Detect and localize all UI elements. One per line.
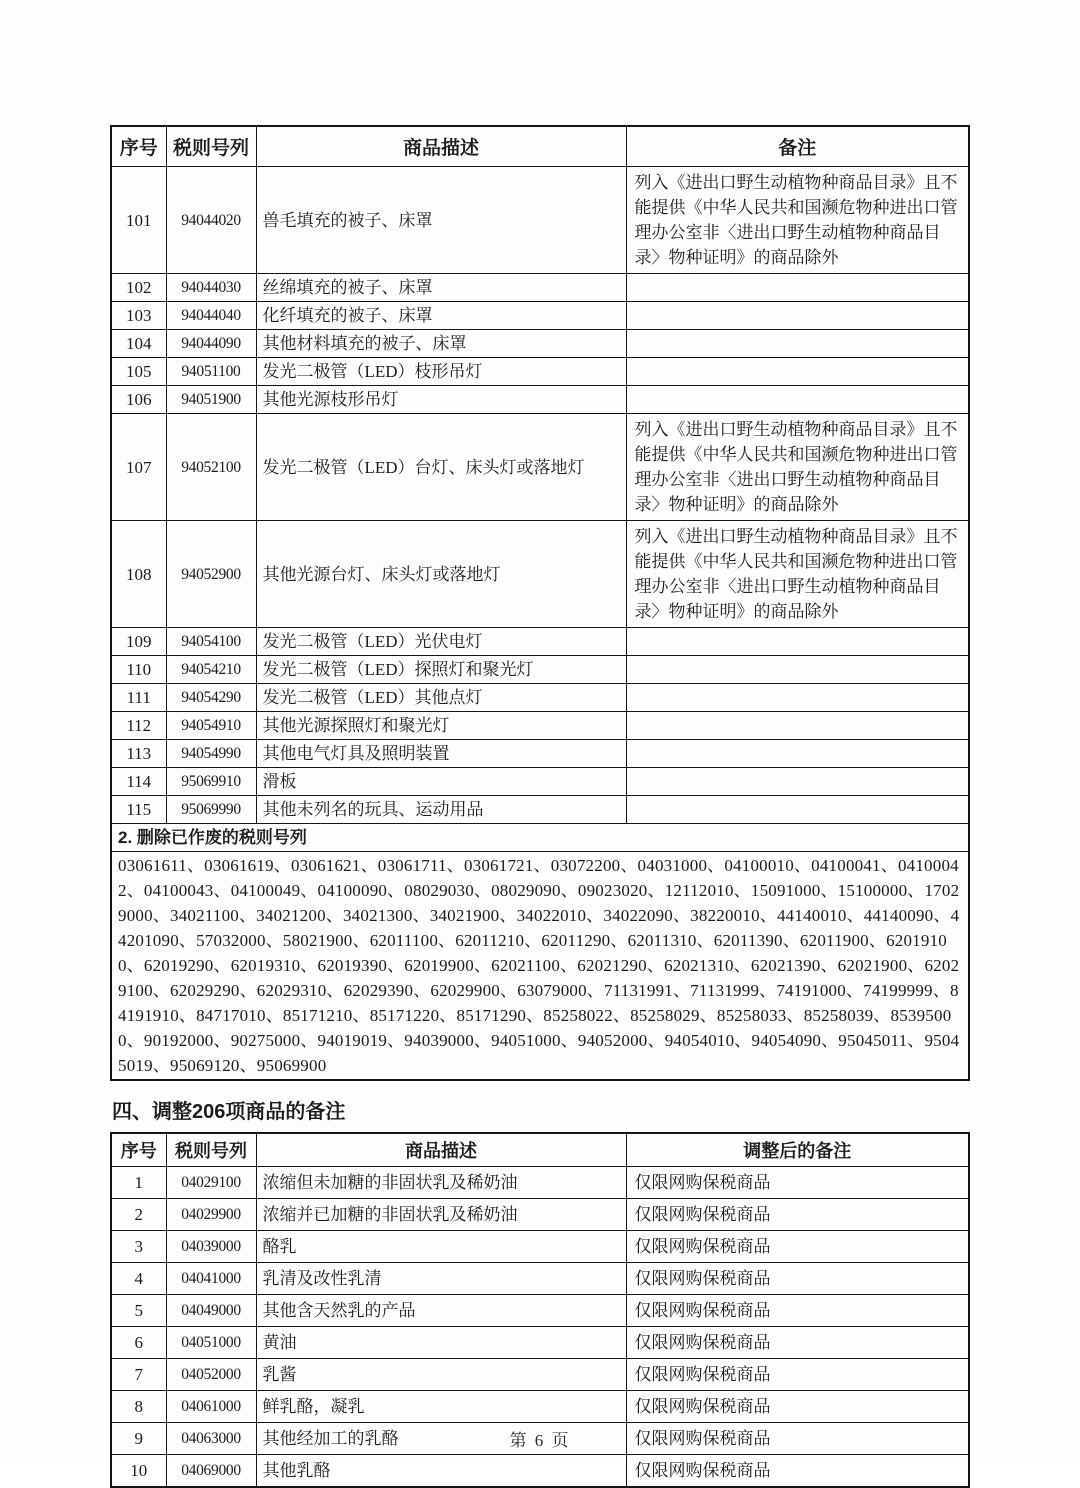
table-row (111, 796, 969, 824)
table-row (111, 712, 969, 740)
cell-remark (626, 274, 969, 302)
cell-description: 丝绵填充的被子、床罩 (256, 274, 626, 302)
cell-remark (626, 330, 969, 358)
table-row (111, 274, 969, 302)
cell-description: 其他材料填充的被子、床罩 (256, 330, 626, 358)
cell-tariff-code: 04049000 (166, 1295, 256, 1327)
cell-serial: 115 (111, 796, 166, 824)
table-row (111, 302, 969, 330)
col-header-description: 商品描述 (256, 1133, 626, 1167)
cell-tariff-code: 95069910 (166, 768, 256, 796)
table-row (111, 167, 969, 274)
table-row (111, 1199, 969, 1231)
col-header-serial: 序号 (111, 126, 166, 167)
cell-remark (626, 628, 969, 656)
cell-serial: 10 (111, 1455, 166, 1488)
cell-serial: 106 (111, 386, 166, 414)
table-row (111, 1455, 969, 1488)
col-header-tariff-code: 税则号列 (166, 126, 256, 167)
cell-adjusted-remark: 仅限网购保税商品 (626, 1199, 969, 1231)
cell-tariff-code: 94044030 (166, 274, 256, 302)
cell-remark: 列入《进出口野生动植物种商品目录》且不能提供《中华人民共和国濒危物种进出口管理办公室非〈进出口野生动植物种商品目录〉物种证明》的商品除外 (626, 167, 969, 274)
col-header-serial: 序号 (111, 1133, 166, 1167)
cell-tariff-code: 04041000 (166, 1263, 256, 1295)
cell-serial: 114 (111, 768, 166, 796)
tariff-additions-table-header (111, 126, 969, 167)
document-content (110, 125, 968, 1488)
cell-description: 黄油 (256, 1327, 626, 1359)
cell-tariff-code: 94044090 (166, 330, 256, 358)
cell-remark (626, 358, 969, 386)
table-row (111, 740, 969, 768)
cell-adjusted-remark: 仅限网购保税商品 (626, 1391, 969, 1423)
cell-tariff-code: 94052100 (166, 414, 256, 521)
cell-adjusted-remark: 仅限网购保税商品 (626, 1359, 969, 1391)
cell-serial: 7 (111, 1359, 166, 1391)
cell-description: 酪乳 (256, 1231, 626, 1263)
cell-tariff-code: 95069990 (166, 796, 256, 824)
cell-tariff-code: 04051000 (166, 1327, 256, 1359)
cell-tariff-code: 94054100 (166, 628, 256, 656)
table-row (111, 414, 969, 521)
cell-tariff-code: 04039000 (166, 1231, 256, 1263)
cell-tariff-code: 94054290 (166, 684, 256, 712)
cell-description: 乳清及改性乳清 (256, 1263, 626, 1295)
cell-adjusted-remark: 仅限网购保税商品 (626, 1327, 969, 1359)
cell-remark (626, 386, 969, 414)
cell-serial: 6 (111, 1327, 166, 1359)
cell-serial: 110 (111, 656, 166, 684)
cell-tariff-code: 04061000 (166, 1391, 256, 1423)
cell-remark (626, 684, 969, 712)
table-row (111, 330, 969, 358)
cell-tariff-code: 04029900 (166, 1199, 256, 1231)
cell-description: 其他未列名的玩具、运动用品 (256, 796, 626, 824)
cell-description: 发光二极管（LED）枝形吊灯 (256, 358, 626, 386)
cell-description: 其他光源探照灯和聚光灯 (256, 712, 626, 740)
table-row (111, 768, 969, 796)
cell-description: 兽毛填充的被子、床罩 (256, 167, 626, 274)
section4-title: 四、调整206项商品的备注 (112, 1101, 346, 1123)
cell-serial: 111 (111, 684, 166, 712)
cell-remark: 列入《进出口野生动植物种商品目录》且不能提供《中华人民共和国濒危物种进出口管理办公室非〈进出口野生动植物种商品目录〉物种证明》的商品除外 (626, 414, 969, 521)
cell-description: 发光二极管（LED）光伏电灯 (256, 628, 626, 656)
cell-tariff-code: 04063000 (166, 1423, 256, 1455)
cell-serial: 113 (111, 740, 166, 768)
cell-adjusted-remark: 仅限网购保税商品 (626, 1231, 969, 1263)
cell-description: 滑板 (256, 768, 626, 796)
cell-serial: 112 (111, 712, 166, 740)
cell-description: 发光二极管（LED）探照灯和聚光灯 (256, 656, 626, 684)
cell-description: 浓缩但未加糖的非固状乳及稀奶油 (256, 1167, 626, 1199)
deleted-codes-list: 03061611、03061619、03061621、03061711、03061721、03072200、04031000、04100010、04100041、04100042、04100043、04100049、04100090、08029030、08029090、09023020、12112010、15091000、15100000、17029000、34021100、34021200、34021300、34021900、34022010、34022090、38220010、44140010、44140090、44201090、57032000、58021900、62011100、62011210、62011290、62011310、62011390、62011900、62019100、62019290、62019310、62019390、62019900、62021100、62021290、62021310、62021390、62021900、62029100、62029290、62029310、62029390、62029900、63079000、71131991、71131999、74191000、74199999、84191910、84717010、85171210、85171220、85171290、85258022、85258029、85258033、85258039、85395000、90192000、90275000、94019019、94039000、94051000、94052000、94054010、94054090、95045011、95045019、95069120、95069900 (111, 852, 969, 1081)
cell-serial: 107 (111, 414, 166, 521)
cell-tariff-code: 94044040 (166, 302, 256, 330)
cell-serial: 8 (111, 1391, 166, 1423)
tariff-additions-table (110, 125, 970, 1081)
table-row (111, 1295, 969, 1327)
cell-adjusted-remark: 仅限网购保税商品 (626, 1455, 969, 1488)
cell-adjusted-remark: 仅限网购保税商品 (626, 1263, 969, 1295)
cell-serial: 108 (111, 521, 166, 628)
tariff-additions-table-body (111, 167, 969, 824)
cell-serial: 2 (111, 1199, 166, 1231)
cell-serial: 103 (111, 302, 166, 330)
deleted-codes-section-title: 2. 删除已作废的税则号列 (111, 824, 969, 852)
cell-description: 化纤填充的被子、床罩 (256, 302, 626, 330)
header-row (111, 1133, 969, 1167)
col-header-description: 商品描述 (256, 126, 626, 167)
cell-remark (626, 712, 969, 740)
header-row (111, 126, 969, 167)
cell-remark (626, 656, 969, 684)
cell-tariff-code: 04052000 (166, 1359, 256, 1391)
cell-description: 其他光源枝形吊灯 (256, 386, 626, 414)
page-number: 第 6 页 (509, 1431, 571, 1450)
cell-description: 乳酱 (256, 1359, 626, 1391)
deleted-codes-section (111, 824, 969, 1081)
cell-serial: 102 (111, 274, 166, 302)
table-row (111, 1167, 969, 1199)
col-header-tariff-code: 税则号列 (166, 1133, 256, 1167)
cell-serial: 104 (111, 330, 166, 358)
cell-description: 其他含天然乳的产品 (256, 1295, 626, 1327)
table-row (111, 521, 969, 628)
table-row (111, 684, 969, 712)
cell-remark (626, 740, 969, 768)
cell-description: 发光二极管（LED）台灯、床头灯或落地灯 (256, 414, 626, 521)
col-header-remark: 备注 (626, 126, 969, 167)
cell-description: 发光二极管（LED）其他点灯 (256, 684, 626, 712)
cell-serial: 101 (111, 167, 166, 274)
table-row (111, 656, 969, 684)
cell-description: 鲜乳酪，凝乳 (256, 1391, 626, 1423)
cell-tariff-code: 94051900 (166, 386, 256, 414)
deleted-codes-row (111, 852, 969, 1081)
cell-tariff-code: 94054910 (166, 712, 256, 740)
table-row (111, 1231, 969, 1263)
cell-tariff-code: 04029100 (166, 1167, 256, 1199)
cell-description: 其他乳酪 (256, 1455, 626, 1488)
cell-tariff-code: 04069000 (166, 1455, 256, 1488)
cell-adjusted-remark: 仅限网购保税商品 (626, 1295, 969, 1327)
table-row (111, 1359, 969, 1391)
cell-serial: 5 (111, 1295, 166, 1327)
cell-adjusted-remark: 仅限网购保税商品 (626, 1167, 969, 1199)
cell-serial: 109 (111, 628, 166, 656)
cell-serial: 9 (111, 1423, 166, 1455)
table-row (111, 628, 969, 656)
cell-tariff-code: 94054210 (166, 656, 256, 684)
cell-description: 浓缩并已加糖的非固状乳及稀奶油 (256, 1199, 626, 1231)
cell-tariff-code: 94054990 (166, 740, 256, 768)
cell-serial: 4 (111, 1263, 166, 1295)
cell-remark (626, 302, 969, 330)
cell-remark: 列入《进出口野生动植物种商品目录》且不能提供《中华人民共和国濒危物种进出口管理办公室非〈进出口野生动植物种商品目录〉物种证明》的商品除外 (626, 521, 969, 628)
remark-adjustments-table-header (111, 1133, 969, 1167)
table-row (111, 358, 969, 386)
cell-serial: 3 (111, 1231, 166, 1263)
cell-description: 其他光源台灯、床头灯或落地灯 (256, 521, 626, 628)
cell-serial: 1 (111, 1167, 166, 1199)
table-row (111, 1263, 969, 1295)
cell-description: 其他电气灯具及照明装置 (256, 740, 626, 768)
cell-description: 其他经加工的乳酪 (256, 1423, 626, 1455)
section-title-row (111, 824, 969, 852)
table-row (111, 1391, 969, 1423)
cell-tariff-code: 94052900 (166, 521, 256, 628)
cell-adjusted-remark: 仅限网购保税商品 (626, 1423, 969, 1455)
cell-tariff-code: 94051100 (166, 358, 256, 386)
cell-tariff-code: 94044020 (166, 167, 256, 274)
cell-remark (626, 796, 969, 824)
cell-serial: 105 (111, 358, 166, 386)
table-row (111, 1327, 969, 1359)
col-header-adjusted-remark: 调整后的备注 (626, 1133, 969, 1167)
cell-remark (626, 768, 969, 796)
table-row (111, 386, 969, 414)
